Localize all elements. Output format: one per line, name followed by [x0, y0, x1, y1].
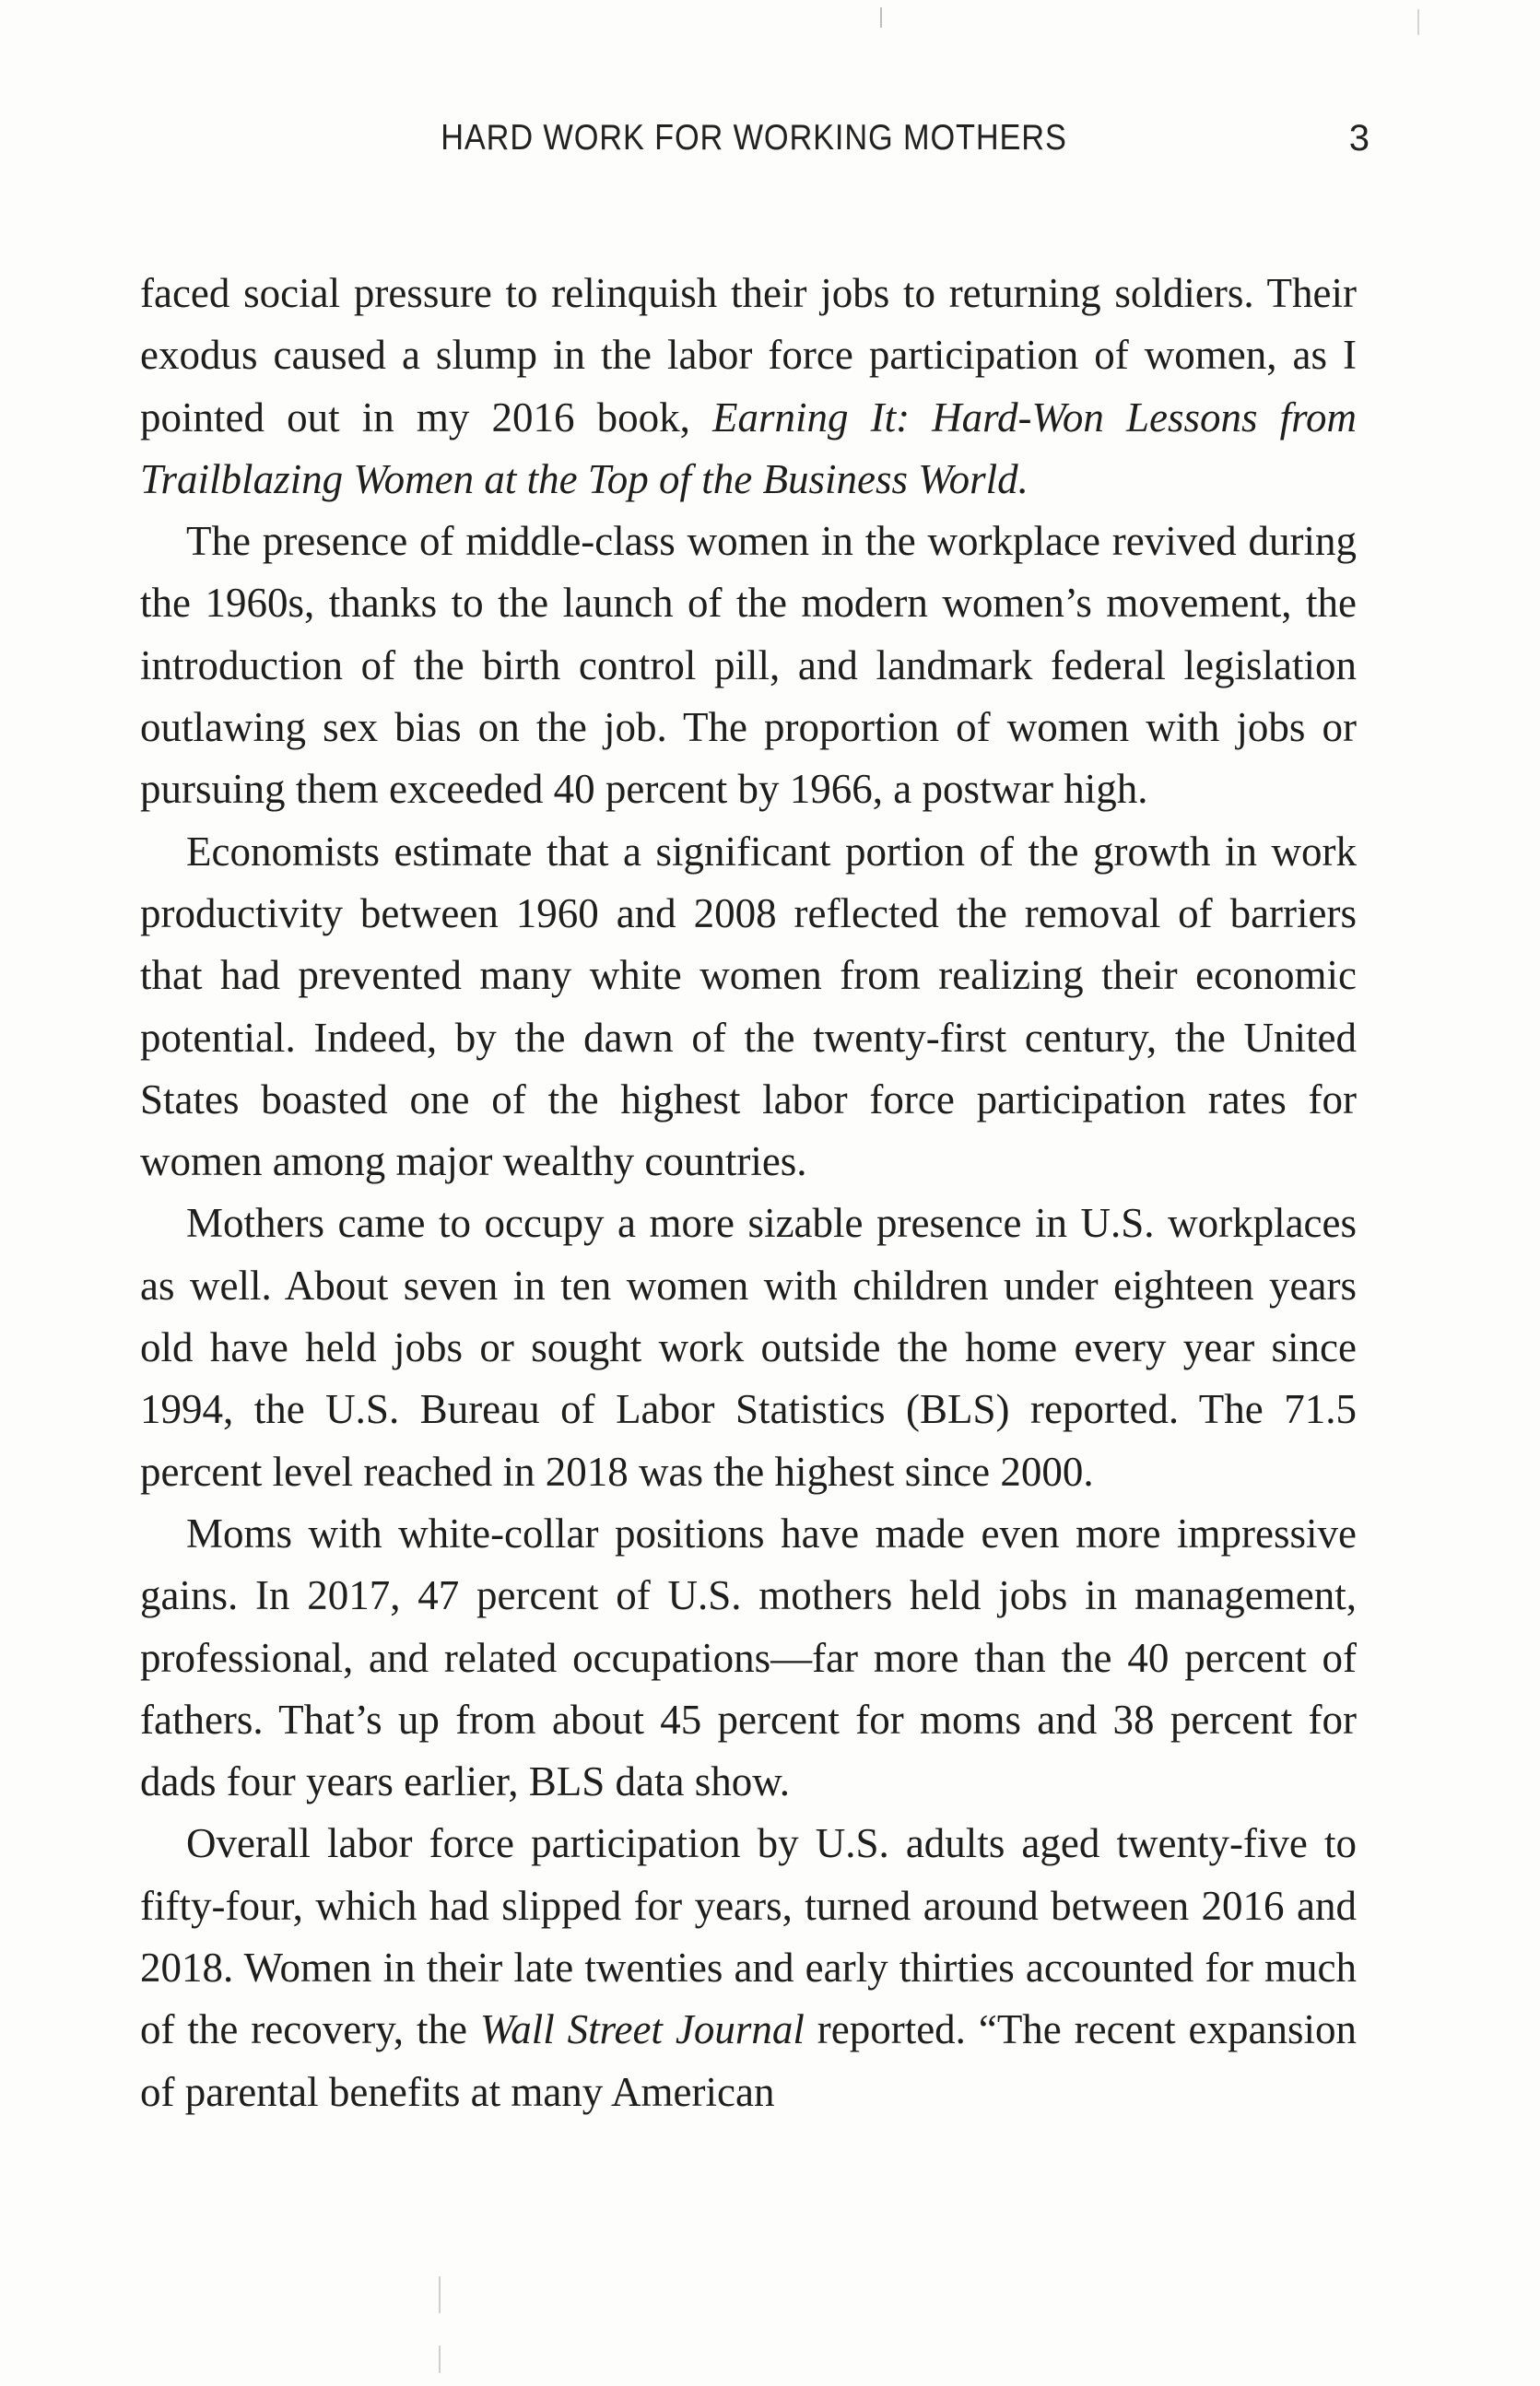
text-segment: The presence of middle-class women in the workplace revived during the 1960s, thanks to the launch of the modern women’s movement, the introduction of the birth control pill, and landmark federal legislation outlawing sex bias on the job. The proportion of women with jobs or pursuing them exceeded 40 percent by 1966, a postwar high.: [140, 518, 1357, 813]
paragraph: [140, 511, 1357, 820]
book-title-italic: Earning It: Hard-Won Lessons from Trailblazing Women at the Top of the Business World.: [140, 394, 1357, 502]
running-title: HARD WORK FOR WORKING MOTHERS: [441, 118, 1067, 158]
paragraph: [140, 1813, 1357, 2122]
scan-artifact: [880, 7, 882, 28]
running-head: [138, 118, 1370, 173]
page-number: 3: [1348, 118, 1370, 159]
scan-artifact: [439, 2276, 441, 2313]
text-segment: Overall labor force participation by U.S. adults aged twenty-five to fifty-four, which had slipped for years, turned around between 2016 and 2018. Women in their late twenties and early thirties accounted for much of the recovery, the: [140, 1820, 1357, 2053]
scan-artifact: [1417, 9, 1419, 35]
body-text: [140, 263, 1357, 2123]
text-segment: faced social pressure to relinquish their jobs to returning soldiers. Their exodus caused a slump in the labor force participation of women, as I pointed out in my 2016 book,: [140, 270, 1357, 441]
paragraph: [140, 821, 1357, 1193]
scan-artifact: [439, 2345, 441, 2373]
text-segment: reported. “The recent expansion of parental benefits at many American: [140, 2006, 1357, 2115]
paragraph: [140, 1193, 1357, 1502]
paragraph: [140, 263, 1357, 511]
publication-title-italic: Wall Street Journal: [479, 2006, 805, 2053]
paragraph: [140, 1503, 1357, 1813]
text-segment: Economists estimate that a significant portion of the growth in work productivity between 1960 and 2008 reflected the removal of barriers that had prevented many white women from realizing their economic potential. Indeed, by the dawn of the twenty-first century, the United States boasted one of the highest labor force participation rates for women among major wealthy countries.: [140, 828, 1357, 1185]
text-segment: Mothers came to occupy a more sizable presence in U.S. workplaces as well. About seven in ten women with children under eighteen years old have held jobs or sought work outside the home every year since 1994, the U.S. Bureau of Labor Statistics (BLS) reported. The 71.5 percent level reached in 2018 was the highest since 2000.: [140, 1200, 1357, 1495]
text-segment: Moms with white-collar positions have made even more impressive gains. In 2017, 47 percent of U.S. mothers held jobs in management, professional, and related occupations—far more than the 40 percent of fathers. That’s up from about 45 percent for moms and 38 percent for dads four years earlier, BLS data show.: [140, 1510, 1357, 1805]
